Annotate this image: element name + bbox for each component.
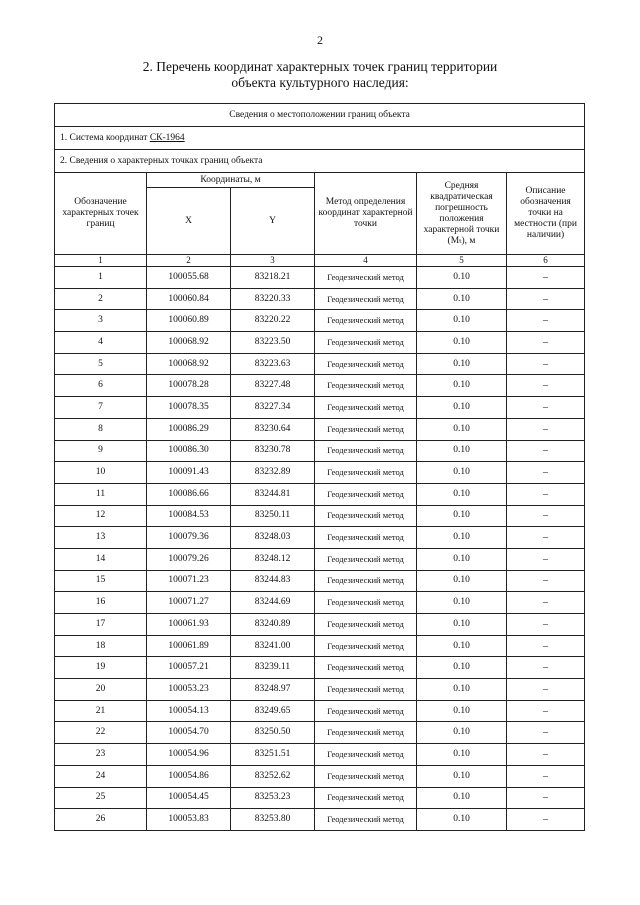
y-coordinate-cell: 83248.03: [231, 527, 315, 549]
column-index: 4: [315, 255, 417, 267]
description-cell: –: [507, 592, 585, 614]
header-y: Y: [231, 188, 315, 255]
y-coordinate-cell: 83252.62: [231, 765, 315, 787]
point-number-cell: 23: [55, 744, 147, 766]
x-coordinate-cell: 100054.70: [147, 722, 231, 744]
method-cell: Геодезический метод: [315, 288, 417, 310]
table-row: [55, 505, 585, 527]
table-row: [55, 744, 585, 766]
description-cell: –: [507, 657, 585, 679]
title-line-1: 2. Перечень координат характерных точек границ территории: [142, 59, 498, 74]
y-coordinate-cell: 83230.78: [231, 440, 315, 462]
method-cell: Геодезический метод: [315, 527, 417, 549]
y-coordinate-cell: 83248.97: [231, 679, 315, 701]
description-cell: –: [507, 397, 585, 419]
point-number-cell: 10: [55, 462, 147, 484]
point-number-cell: 12: [55, 505, 147, 527]
description-cell: –: [507, 332, 585, 354]
x-coordinate-cell: 100057.21: [147, 657, 231, 679]
x-coordinate-cell: 100053.83: [147, 809, 231, 831]
x-coordinate-cell: 100068.92: [147, 353, 231, 375]
method-cell: Геодезический метод: [315, 483, 417, 505]
error-cell: 0.10: [417, 592, 507, 614]
table-row: [55, 657, 585, 679]
point-number-cell: 25: [55, 787, 147, 809]
point-number-cell: 9: [55, 440, 147, 462]
y-coordinate-cell: 83244.81: [231, 483, 315, 505]
document-title: [100, 59, 540, 91]
column-index: 5: [417, 255, 507, 267]
method-cell: Геодезический метод: [315, 657, 417, 679]
header-error: Средняя квадратическая погрешность положения характерной точки (Mₜ), м: [417, 173, 507, 255]
method-cell: Геодезический метод: [315, 787, 417, 809]
error-cell: 0.10: [417, 570, 507, 592]
method-cell: Геодезический метод: [315, 418, 417, 440]
table-row: [55, 722, 585, 744]
description-cell: –: [507, 809, 585, 831]
method-cell: Геодезический метод: [315, 614, 417, 636]
method-cell: Геодезический метод: [315, 635, 417, 657]
point-number-cell: 26: [55, 809, 147, 831]
x-coordinate-cell: 100079.26: [147, 548, 231, 570]
error-cell: 0.10: [417, 288, 507, 310]
description-cell: –: [507, 505, 585, 527]
coord-system-row: [55, 127, 585, 150]
description-cell: –: [507, 614, 585, 636]
x-coordinate-cell: 100054.13: [147, 700, 231, 722]
coord-system-name: СК-1964: [149, 132, 185, 143]
description-cell: –: [507, 548, 585, 570]
point-number-cell: 2: [55, 288, 147, 310]
title-line-2: объекта культурного наследия:: [231, 75, 409, 90]
x-coordinate-cell: 100078.28: [147, 375, 231, 397]
y-coordinate-cell: 83232.89: [231, 462, 315, 484]
table-row: [55, 310, 585, 332]
table-row: [55, 765, 585, 787]
description-cell: –: [507, 267, 585, 289]
method-cell: Геодезический метод: [315, 722, 417, 744]
y-coordinate-cell: 83223.63: [231, 353, 315, 375]
description-cell: –: [507, 375, 585, 397]
table-row: [55, 614, 585, 636]
point-number-cell: 11: [55, 483, 147, 505]
description-cell: –: [507, 527, 585, 549]
point-number-cell: 3: [55, 310, 147, 332]
error-cell: 0.10: [417, 375, 507, 397]
table-row: [55, 483, 585, 505]
point-number-cell: 8: [55, 418, 147, 440]
x-coordinate-cell: 100061.89: [147, 635, 231, 657]
table-row: [55, 700, 585, 722]
description-cell: –: [507, 310, 585, 332]
table-row: [55, 679, 585, 701]
point-number-cell: 19: [55, 657, 147, 679]
error-cell: 0.10: [417, 744, 507, 766]
table-row: [55, 527, 585, 549]
x-coordinate-cell: 100054.86: [147, 765, 231, 787]
method-cell: Геодезический метод: [315, 592, 417, 614]
table-row: [55, 267, 585, 289]
description-cell: –: [507, 744, 585, 766]
y-coordinate-cell: 83239.11: [231, 657, 315, 679]
error-cell: 0.10: [417, 505, 507, 527]
table-row: [55, 353, 585, 375]
page-number: 2: [317, 33, 323, 47]
error-cell: 0.10: [417, 440, 507, 462]
method-cell: Геодезический метод: [315, 353, 417, 375]
method-cell: Геодезический метод: [315, 505, 417, 527]
table-row: [55, 548, 585, 570]
x-coordinate-cell: 100054.45: [147, 787, 231, 809]
method-cell: Геодезический метод: [315, 267, 417, 289]
section-header: Сведения о местоположении границ объекта: [55, 104, 585, 127]
x-coordinate-cell: 100055.68: [147, 267, 231, 289]
column-index: 1: [55, 255, 147, 267]
y-coordinate-cell: 83250.50: [231, 722, 315, 744]
table-row: [55, 288, 585, 310]
table-row: [55, 418, 585, 440]
x-coordinate-cell: 100078.35: [147, 397, 231, 419]
point-number-cell: 15: [55, 570, 147, 592]
y-coordinate-cell: 83220.22: [231, 310, 315, 332]
x-coordinate-cell: 100061.93: [147, 614, 231, 636]
point-number-cell: 13: [55, 527, 147, 549]
point-number-cell: 14: [55, 548, 147, 570]
method-cell: Геодезический метод: [315, 332, 417, 354]
points-section-header: 2. Сведения о характерных точках границ объекта: [55, 150, 585, 173]
description-cell: –: [507, 483, 585, 505]
error-cell: 0.10: [417, 809, 507, 831]
method-cell: Геодезический метод: [315, 375, 417, 397]
error-cell: 0.10: [417, 679, 507, 701]
x-coordinate-cell: 100086.66: [147, 483, 231, 505]
description-cell: –: [507, 635, 585, 657]
point-number-cell: 1: [55, 267, 147, 289]
x-coordinate-cell: 100071.23: [147, 570, 231, 592]
column-index: 3: [231, 255, 315, 267]
y-coordinate-cell: 83244.83: [231, 570, 315, 592]
table-row: [55, 635, 585, 657]
description-cell: –: [507, 288, 585, 310]
header-description: Описание обозначения точки на местности (при наличии): [507, 173, 585, 255]
point-number-cell: 17: [55, 614, 147, 636]
point-number-cell: 21: [55, 700, 147, 722]
description-cell: –: [507, 440, 585, 462]
error-cell: 0.10: [417, 700, 507, 722]
table-row: [55, 397, 585, 419]
column-index-row: [55, 255, 585, 267]
y-coordinate-cell: 83240.89: [231, 614, 315, 636]
y-coordinate-cell: 83253.80: [231, 809, 315, 831]
point-number-cell: 22: [55, 722, 147, 744]
y-coordinate-cell: 83223.50: [231, 332, 315, 354]
error-cell: 0.10: [417, 657, 507, 679]
y-coordinate-cell: 83244.69: [231, 592, 315, 614]
y-coordinate-cell: 83253.23: [231, 787, 315, 809]
point-number-cell: 24: [55, 765, 147, 787]
table-row: [55, 332, 585, 354]
error-cell: 0.10: [417, 483, 507, 505]
x-coordinate-cell: 100068.92: [147, 332, 231, 354]
error-cell: 0.10: [417, 548, 507, 570]
description-cell: –: [507, 722, 585, 744]
x-coordinate-cell: 100086.30: [147, 440, 231, 462]
error-cell: 0.10: [417, 527, 507, 549]
point-number-cell: 20: [55, 679, 147, 701]
x-coordinate-cell: 100086.29: [147, 418, 231, 440]
point-number-cell: 18: [55, 635, 147, 657]
coordinates-table: [54, 103, 585, 831]
method-cell: Геодезический метод: [315, 397, 417, 419]
table-row: [55, 809, 585, 831]
header-coordinates: Координаты, м: [147, 173, 315, 188]
x-coordinate-cell: 100060.89: [147, 310, 231, 332]
method-cell: Геодезический метод: [315, 570, 417, 592]
error-cell: 0.10: [417, 353, 507, 375]
error-cell: 0.10: [417, 722, 507, 744]
description-cell: –: [507, 462, 585, 484]
error-cell: 0.10: [417, 765, 507, 787]
error-cell: 0.10: [417, 614, 507, 636]
error-cell: 0.10: [417, 787, 507, 809]
point-number-cell: 4: [55, 332, 147, 354]
description-cell: –: [507, 787, 585, 809]
point-number-cell: 7: [55, 397, 147, 419]
description-cell: –: [507, 418, 585, 440]
x-coordinate-cell: 100053.23: [147, 679, 231, 701]
error-cell: 0.10: [417, 267, 507, 289]
y-coordinate-cell: 83249.65: [231, 700, 315, 722]
y-coordinate-cell: 83251.51: [231, 744, 315, 766]
error-cell: 0.10: [417, 332, 507, 354]
description-cell: –: [507, 679, 585, 701]
point-number-cell: 5: [55, 353, 147, 375]
column-index: 2: [147, 255, 231, 267]
coord-system-prefix: 1. Система координат: [60, 132, 150, 143]
table-row: [55, 440, 585, 462]
y-coordinate-cell: 83220.33: [231, 288, 315, 310]
y-coordinate-cell: 83248.12: [231, 548, 315, 570]
method-cell: Геодезический метод: [315, 462, 417, 484]
error-cell: 0.10: [417, 310, 507, 332]
method-cell: Геодезический метод: [315, 765, 417, 787]
method-cell: Геодезический метод: [315, 679, 417, 701]
column-index: 6: [507, 255, 585, 267]
header-point-label: Обозначение характерных точек границ: [55, 173, 147, 255]
y-coordinate-cell: 83230.64: [231, 418, 315, 440]
x-coordinate-cell: 100054.96: [147, 744, 231, 766]
x-coordinate-cell: 100084.53: [147, 505, 231, 527]
point-number-cell: 6: [55, 375, 147, 397]
y-coordinate-cell: 83227.34: [231, 397, 315, 419]
description-cell: –: [507, 353, 585, 375]
error-cell: 0.10: [417, 418, 507, 440]
header-method: Метод определения координат характерной точки: [315, 173, 417, 255]
y-coordinate-cell: 83218.21: [231, 267, 315, 289]
error-cell: 0.10: [417, 397, 507, 419]
method-cell: Геодезический метод: [315, 440, 417, 462]
method-cell: Геодезический метод: [315, 310, 417, 332]
x-coordinate-cell: 100079.36: [147, 527, 231, 549]
table-row: [55, 570, 585, 592]
y-coordinate-cell: 83227.48: [231, 375, 315, 397]
y-coordinate-cell: 83241.00: [231, 635, 315, 657]
point-number-cell: 16: [55, 592, 147, 614]
x-coordinate-cell: 100091.43: [147, 462, 231, 484]
table-row: [55, 462, 585, 484]
method-cell: Геодезический метод: [315, 548, 417, 570]
method-cell: Геодезический метод: [315, 809, 417, 831]
error-cell: 0.10: [417, 635, 507, 657]
method-cell: Геодезический метод: [315, 700, 417, 722]
header-x: X: [147, 188, 231, 255]
error-cell: 0.10: [417, 462, 507, 484]
x-coordinate-cell: 100071.27: [147, 592, 231, 614]
table-row: [55, 592, 585, 614]
x-coordinate-cell: 100060.84: [147, 288, 231, 310]
y-coordinate-cell: 83250.11: [231, 505, 315, 527]
method-cell: Геодезический метод: [315, 744, 417, 766]
description-cell: –: [507, 700, 585, 722]
description-cell: –: [507, 765, 585, 787]
table-row: [55, 787, 585, 809]
description-cell: –: [507, 570, 585, 592]
table-row: [55, 375, 585, 397]
